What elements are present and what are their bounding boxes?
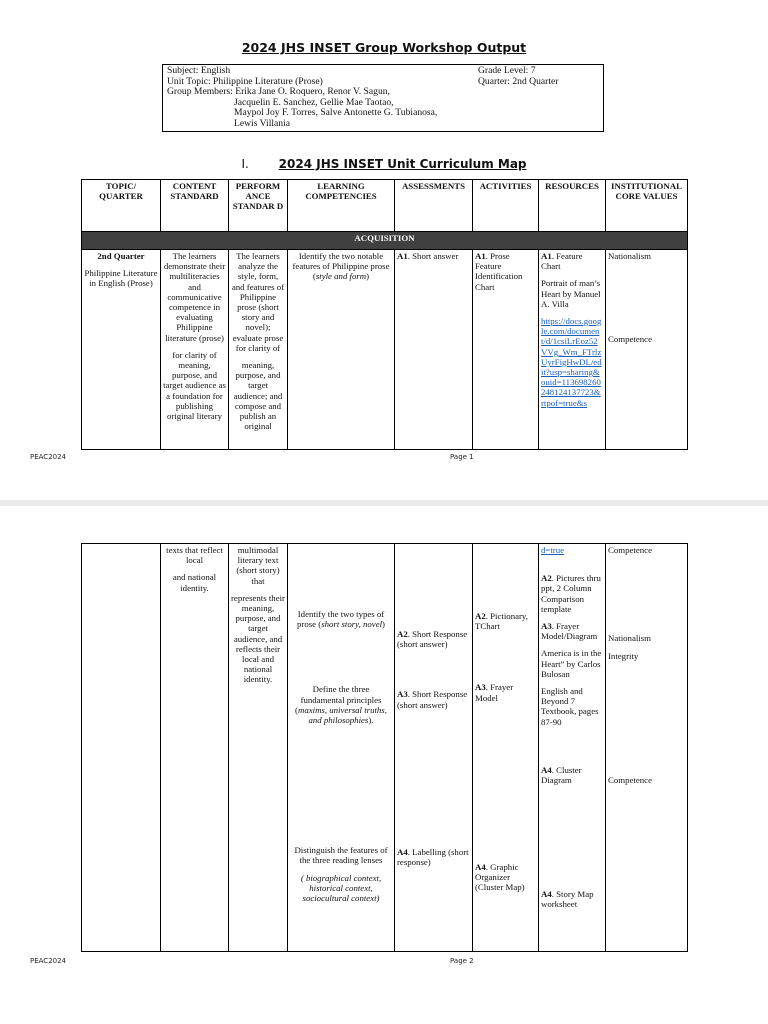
value-integrity: Integrity [608, 651, 639, 662]
header-row [82, 180, 688, 232]
resource-link[interactable]: https://docs.google.com/document/d/1csiLrEoz52VVg_Wm_FTrlzUyrFigHwDL/edit?usp=sharing&ouid=113698260248124137723&rtpof=true&s [541, 316, 602, 408]
activity-4-text: . Graphic Organizer (Cluster Map) [475, 861, 525, 893]
values-cell [606, 544, 688, 952]
assessment-code: A1 [397, 251, 408, 261]
content-standard-cont2: and national identity. [172, 572, 217, 593]
performance-standard-cont: multimodal literary text (short story) that [236, 545, 280, 586]
footer-page-2: Page 2 [450, 957, 474, 965]
assessment-3-code: A3 [397, 689, 408, 700]
competency-4-emphasis [290, 873, 392, 904]
unit-topic: Unit Topic: Philippine Literature (Prose) [167, 75, 323, 87]
value-competence: Competence [608, 334, 652, 345]
group-members-cont: Maypol Joy F. Torres, Salve Antonette G. Tubianosa, [234, 107, 438, 119]
resource-2-code: A2 [541, 573, 552, 584]
header-values: INSTITUTIONAL CORE VALUES [606, 180, 688, 232]
resource-4b-code: A4 [541, 889, 552, 900]
resource-3 [541, 621, 603, 641]
assessment-2-code: A2 [397, 629, 408, 639]
resource-america: America is in the Heart” by Carlos Bulosan [541, 648, 602, 679]
resource-link-end[interactable]: d=true [541, 545, 565, 555]
resource-text: . Feature Chart [541, 251, 583, 272]
activity-2 [475, 611, 536, 631]
content-standard-b: for clarity of meaning, purpose, and target audience as a foundation for publishing original literary [163, 349, 226, 422]
activity-3-text: . Frayer Model [475, 682, 514, 703]
resource-3-code: A3 [541, 621, 552, 632]
info-box [162, 64, 604, 132]
competency-3-text: Define the three fundamental principles ( [295, 684, 382, 715]
assessment-4-text: . Labelling (short response) [397, 846, 469, 868]
activity-2-code: A2 [475, 611, 486, 621]
competency-text: Identify the two notable features of Philippine prose ( [292, 251, 390, 282]
activity-3-code: A3 [475, 682, 486, 693]
competency-text-end: ) [366, 271, 370, 282]
activity-4-code: A4 [475, 861, 486, 872]
page-1 [0, 0, 768, 500]
assessment-3 [397, 689, 470, 709]
competency-emphasis: style and form [315, 271, 367, 282]
resource-cell [539, 250, 606, 450]
info-right [478, 66, 598, 87]
header-performance: PERFORM ANCE STANDAR D [229, 180, 288, 232]
topic-name: Philippine Literature in English (Prose) [84, 268, 158, 289]
resource-4b-text: . Story Map worksheet [541, 889, 594, 910]
value-competence-2: Competence [608, 774, 652, 785]
resource-4a-text: . Cluster Diagram [541, 764, 582, 786]
activity-3 [475, 682, 536, 702]
section-title [0, 157, 768, 171]
resource-4b [541, 889, 603, 909]
activity-code: A1 [475, 251, 486, 261]
activity-4 [475, 862, 536, 893]
curriculum-map-table [81, 179, 688, 450]
resource-portrait: Portrait of man’s Heart by Manuel A. Villa [541, 278, 601, 309]
competency-3-end: ). [368, 715, 374, 726]
group-members-cont: Lewis Villania [234, 117, 290, 129]
performance-standard-b: meaning, purpose, and target audience; and compose and publish an original [233, 360, 283, 432]
value-nationalism: Nationalism [608, 633, 652, 644]
competency-3 [290, 684, 392, 725]
competency-2-end: ) [382, 619, 385, 630]
grade-level: Grade Level: 7 [478, 65, 536, 76]
activity-cell [473, 250, 539, 450]
value-nationalism: Nationalism [608, 251, 652, 261]
resource-2-text: . Pictures thru ppt, 2 Column Comparison template [541, 573, 601, 614]
assessment-4-code: A4 [397, 846, 408, 857]
info-left [167, 66, 467, 130]
performance-cell [229, 250, 288, 450]
resource-4a [541, 765, 603, 785]
competency-cell [288, 544, 395, 952]
activity-text: . Prose Feature Identification Chart [475, 251, 523, 292]
topic-cell [82, 544, 161, 952]
competency-4-lenses: ( biographical context, historical context, sociocultural context) [300, 872, 382, 904]
content-standard-a: The learners demonstrate their multiliteracies and communicative competence in evaluating Philippine literature (prose) [163, 251, 226, 343]
competency-2-text: Identify the two types of prose ( [297, 609, 385, 630]
assessment-text: . Short answer [407, 251, 459, 261]
footer-page: Page 1 [450, 453, 474, 461]
content-cell [161, 250, 229, 450]
performance-standard-cont2: represents their meaning, purpose, and target audience, and reflects their local and national identity. [231, 592, 285, 685]
header-content: CONTENT STANDARD [161, 180, 229, 232]
value-competence: Competence [608, 545, 652, 555]
header-activities: ACTIVITIES [473, 180, 539, 232]
competency-2-emphasis: short story, novel [321, 619, 383, 630]
assessment-cell [395, 544, 473, 952]
resource-cell [539, 544, 606, 952]
header-assessments: ASSESSMENTS [395, 180, 473, 232]
section-number: I. [241, 157, 249, 171]
topic-cell [82, 250, 161, 450]
resource-4a-code: A4 [541, 764, 552, 775]
assessment-4 [397, 847, 470, 867]
group-members-cont: Jacquelin E. Sanchez, Gellie Mae Taotao, [234, 96, 394, 108]
assessment-3-text: . Short Response (short answer) [397, 689, 468, 710]
document-title: 2024 JHS INSET Group Workshop Output [241, 40, 527, 55]
resource-2 [541, 573, 603, 614]
assessment-cell [395, 250, 473, 450]
group-members: Group Members: Erika Jane O. Roquero, Renor V. Sagun, [167, 86, 390, 98]
competency-2 [290, 609, 392, 629]
resource-3-text: . Frayer Model/Diagram [541, 621, 598, 642]
performance-standard-a: The learners analyze the style, form, and features of Philippine prose (short story and novel); evaluate prose for clarity of [231, 251, 285, 353]
assessment-2-text: . Short Response (short answer) [397, 629, 468, 650]
header-topic: TOPIC/ QUARTER [82, 180, 161, 232]
curriculum-map-table-cont [81, 543, 688, 952]
competency-3-emphasis: maxims, universal truths, and philosophies [297, 704, 387, 726]
activity-cell [473, 544, 539, 952]
quarter: Quarter: 2nd Quarter [478, 75, 559, 87]
table-row [82, 250, 688, 450]
assessment-2 [397, 629, 470, 649]
topic-quarter: 2nd Quarter [97, 251, 145, 261]
header-resources: RESOURCES [539, 180, 606, 232]
footer-left-2: PEAC2024 [30, 957, 67, 965]
content-cell [161, 544, 229, 952]
activity-2-text: . Pictionary, TChart [475, 611, 528, 632]
header-competencies: LEARNING COMPETENCIES [288, 180, 395, 232]
performance-cell [229, 544, 288, 952]
subject: Subject: English [167, 65, 231, 76]
content-standard-cont: texts that reflect local [166, 545, 223, 566]
footer-left: PEAC2024 [30, 453, 67, 461]
competency-4: Distinguish the features of the three reading lenses [294, 845, 388, 866]
resource-code: A1 [541, 251, 552, 261]
section-heading: 2024 JHS INSET Unit Curriculum Map [278, 157, 527, 171]
resource-textbook: English and Beyond 7 Textbook, pages 87-90 [541, 686, 599, 727]
acquisition-label: ACQUISITION [82, 232, 688, 250]
competency-cell [288, 250, 395, 450]
acquisition-row [82, 232, 688, 250]
table-row [82, 544, 688, 952]
values-cell [606, 250, 688, 450]
